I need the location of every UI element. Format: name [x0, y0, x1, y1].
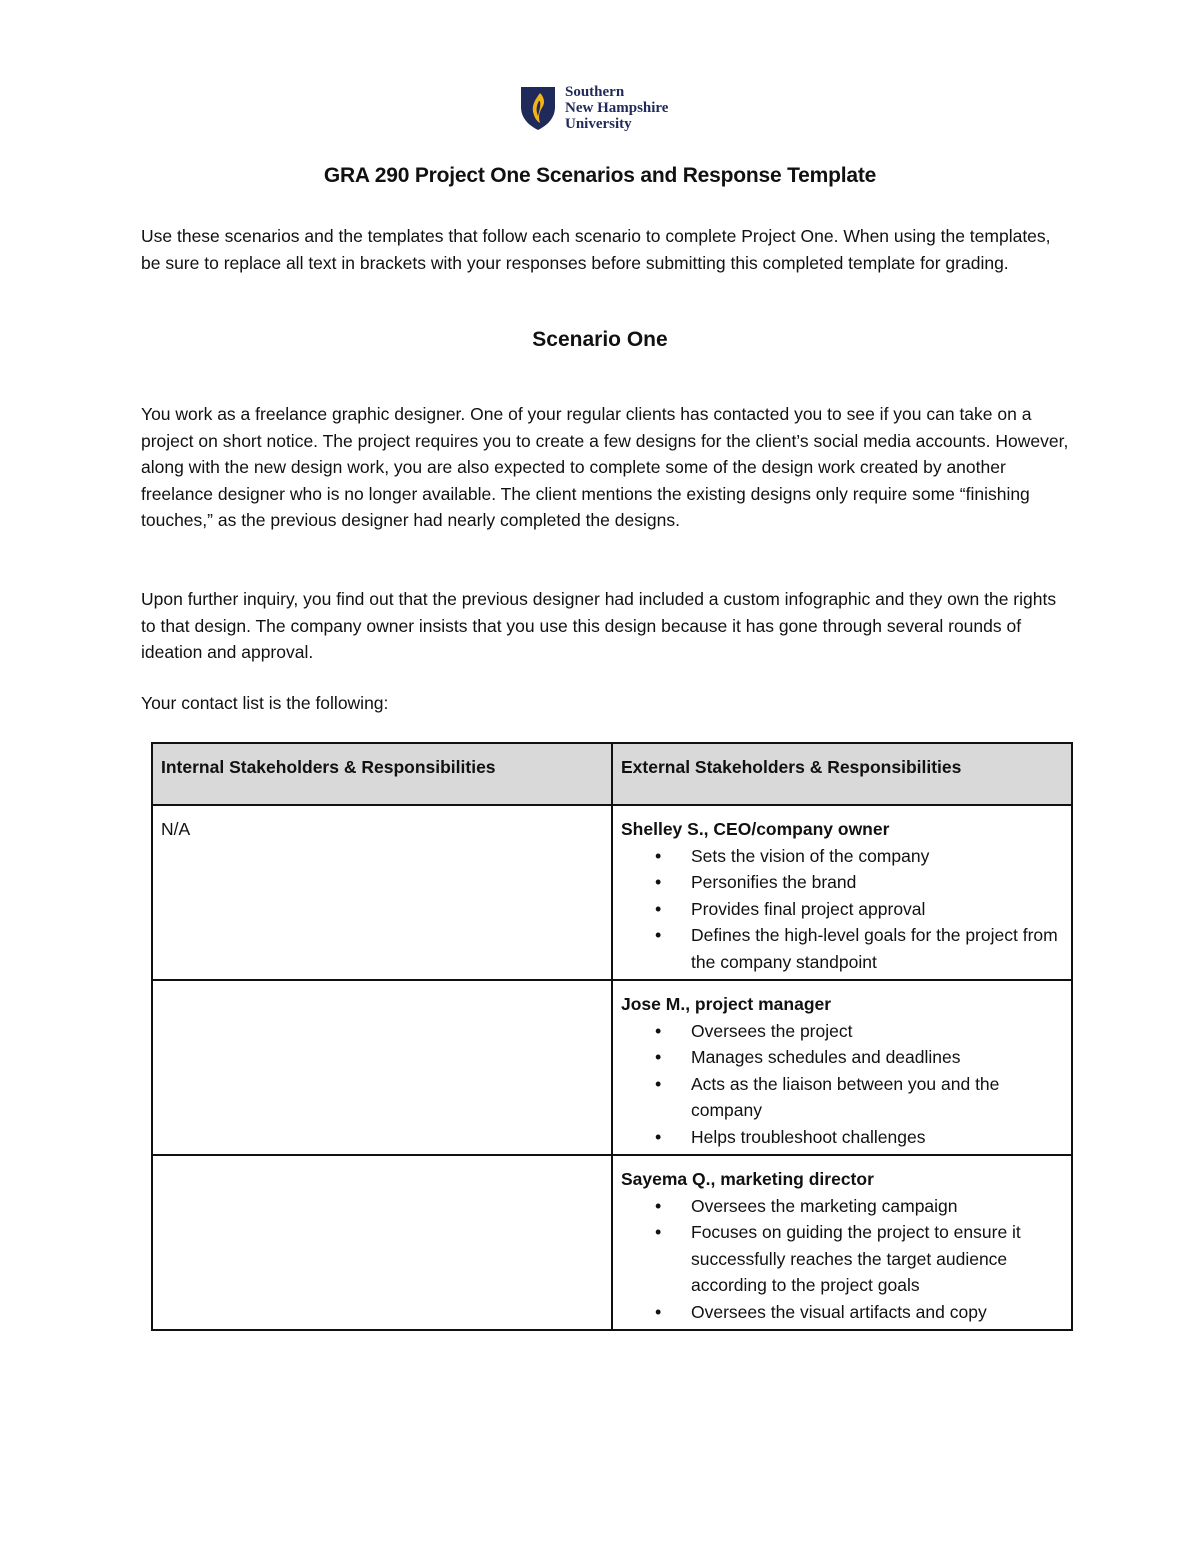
- contact-list-intro: Your contact list is the following:: [141, 693, 389, 713]
- list-item: • Manages schedules and deadlines: [691, 1044, 1063, 1071]
- shield-flame-icon: [519, 85, 557, 131]
- table-row: [152, 980, 1072, 1155]
- logo-line-3: University: [565, 116, 632, 132]
- responsibility-list: [621, 1018, 1063, 1151]
- intro-paragraph: Use these scenarios and the templates that follow each scenario to complete Project One. When using the templates, be sure to replace all text in brackets with your responses before submitting this completed template for grading.: [141, 226, 1051, 273]
- list-item: • Focuses on guiding the project to ensure it successfully reaches the target audience according to the project goals: [691, 1219, 1063, 1299]
- responsibility-list: [621, 843, 1063, 976]
- list-item: • Sets the vision of the company: [691, 843, 1063, 870]
- external-cell: [612, 805, 1072, 980]
- internal-cell: N/A: [152, 805, 612, 980]
- responsibility-list: [621, 1193, 1063, 1326]
- list-item: • Oversees the visual artifacts and copy: [691, 1299, 1063, 1326]
- table-header-row: [152, 743, 1072, 805]
- logo-wordmark: [565, 84, 668, 132]
- scenario-heading: Scenario One: [532, 328, 668, 351]
- header-internal: Internal Stakeholders & Responsibilities: [152, 743, 612, 805]
- scenario-paragraph-1: You work as a freelance graphic designer. One of your regular clients has contacted you to see if you can take on a project on short notice. The project requires you to create a few designs for the client’s social media accounts. However, along with the new design work, you are also expected to complete some of the design work created by another freelance designer who is no longer available. The client mentions the existing designs only require some “finishing touches,” as the previous designer had nearly completed the designs.: [141, 404, 1069, 530]
- list-item: • Personifies the brand: [691, 869, 1063, 896]
- list-item: • Provides final project approval: [691, 896, 1063, 923]
- document-title: GRA 290 Project One Scenarios and Response Template: [323, 164, 877, 187]
- list-item: • Helps troubleshoot challenges: [691, 1124, 1063, 1151]
- table-row: [152, 1155, 1072, 1330]
- stakeholder-name: Shelley S., CEO/company owner: [621, 819, 890, 839]
- logo-line-1: Southern: [565, 84, 625, 100]
- table-row: [152, 805, 1072, 980]
- list-item: • Defines the high-level goals for the project from the company standpoint: [691, 922, 1063, 975]
- external-cell: [612, 1155, 1072, 1330]
- snhu-logo: [519, 84, 668, 132]
- internal-cell: [152, 980, 612, 1155]
- list-item: • Oversees the marketing campaign: [691, 1193, 1063, 1220]
- external-cell: [612, 980, 1072, 1155]
- stakeholder-name: Sayema Q., marketing director: [621, 1169, 874, 1189]
- list-item: • Oversees the project: [691, 1018, 1063, 1045]
- stakeholder-table: [151, 742, 1073, 1331]
- stakeholder-name: Jose M., project manager: [621, 994, 832, 1014]
- list-item: • Acts as the liaison between you and the company: [691, 1071, 1063, 1124]
- internal-cell: [152, 1155, 612, 1330]
- logo-line-2: New Hampshire: [565, 100, 669, 116]
- scenario-paragraph-2: Upon further inquiry, you find out that the previous designer had included a custom infographic and they own the rights to that design. The company owner insists that you use this design because it has gone through several rounds of ideation and approval.: [141, 589, 1057, 662]
- header-external: External Stakeholders & Responsibilities: [612, 743, 1072, 805]
